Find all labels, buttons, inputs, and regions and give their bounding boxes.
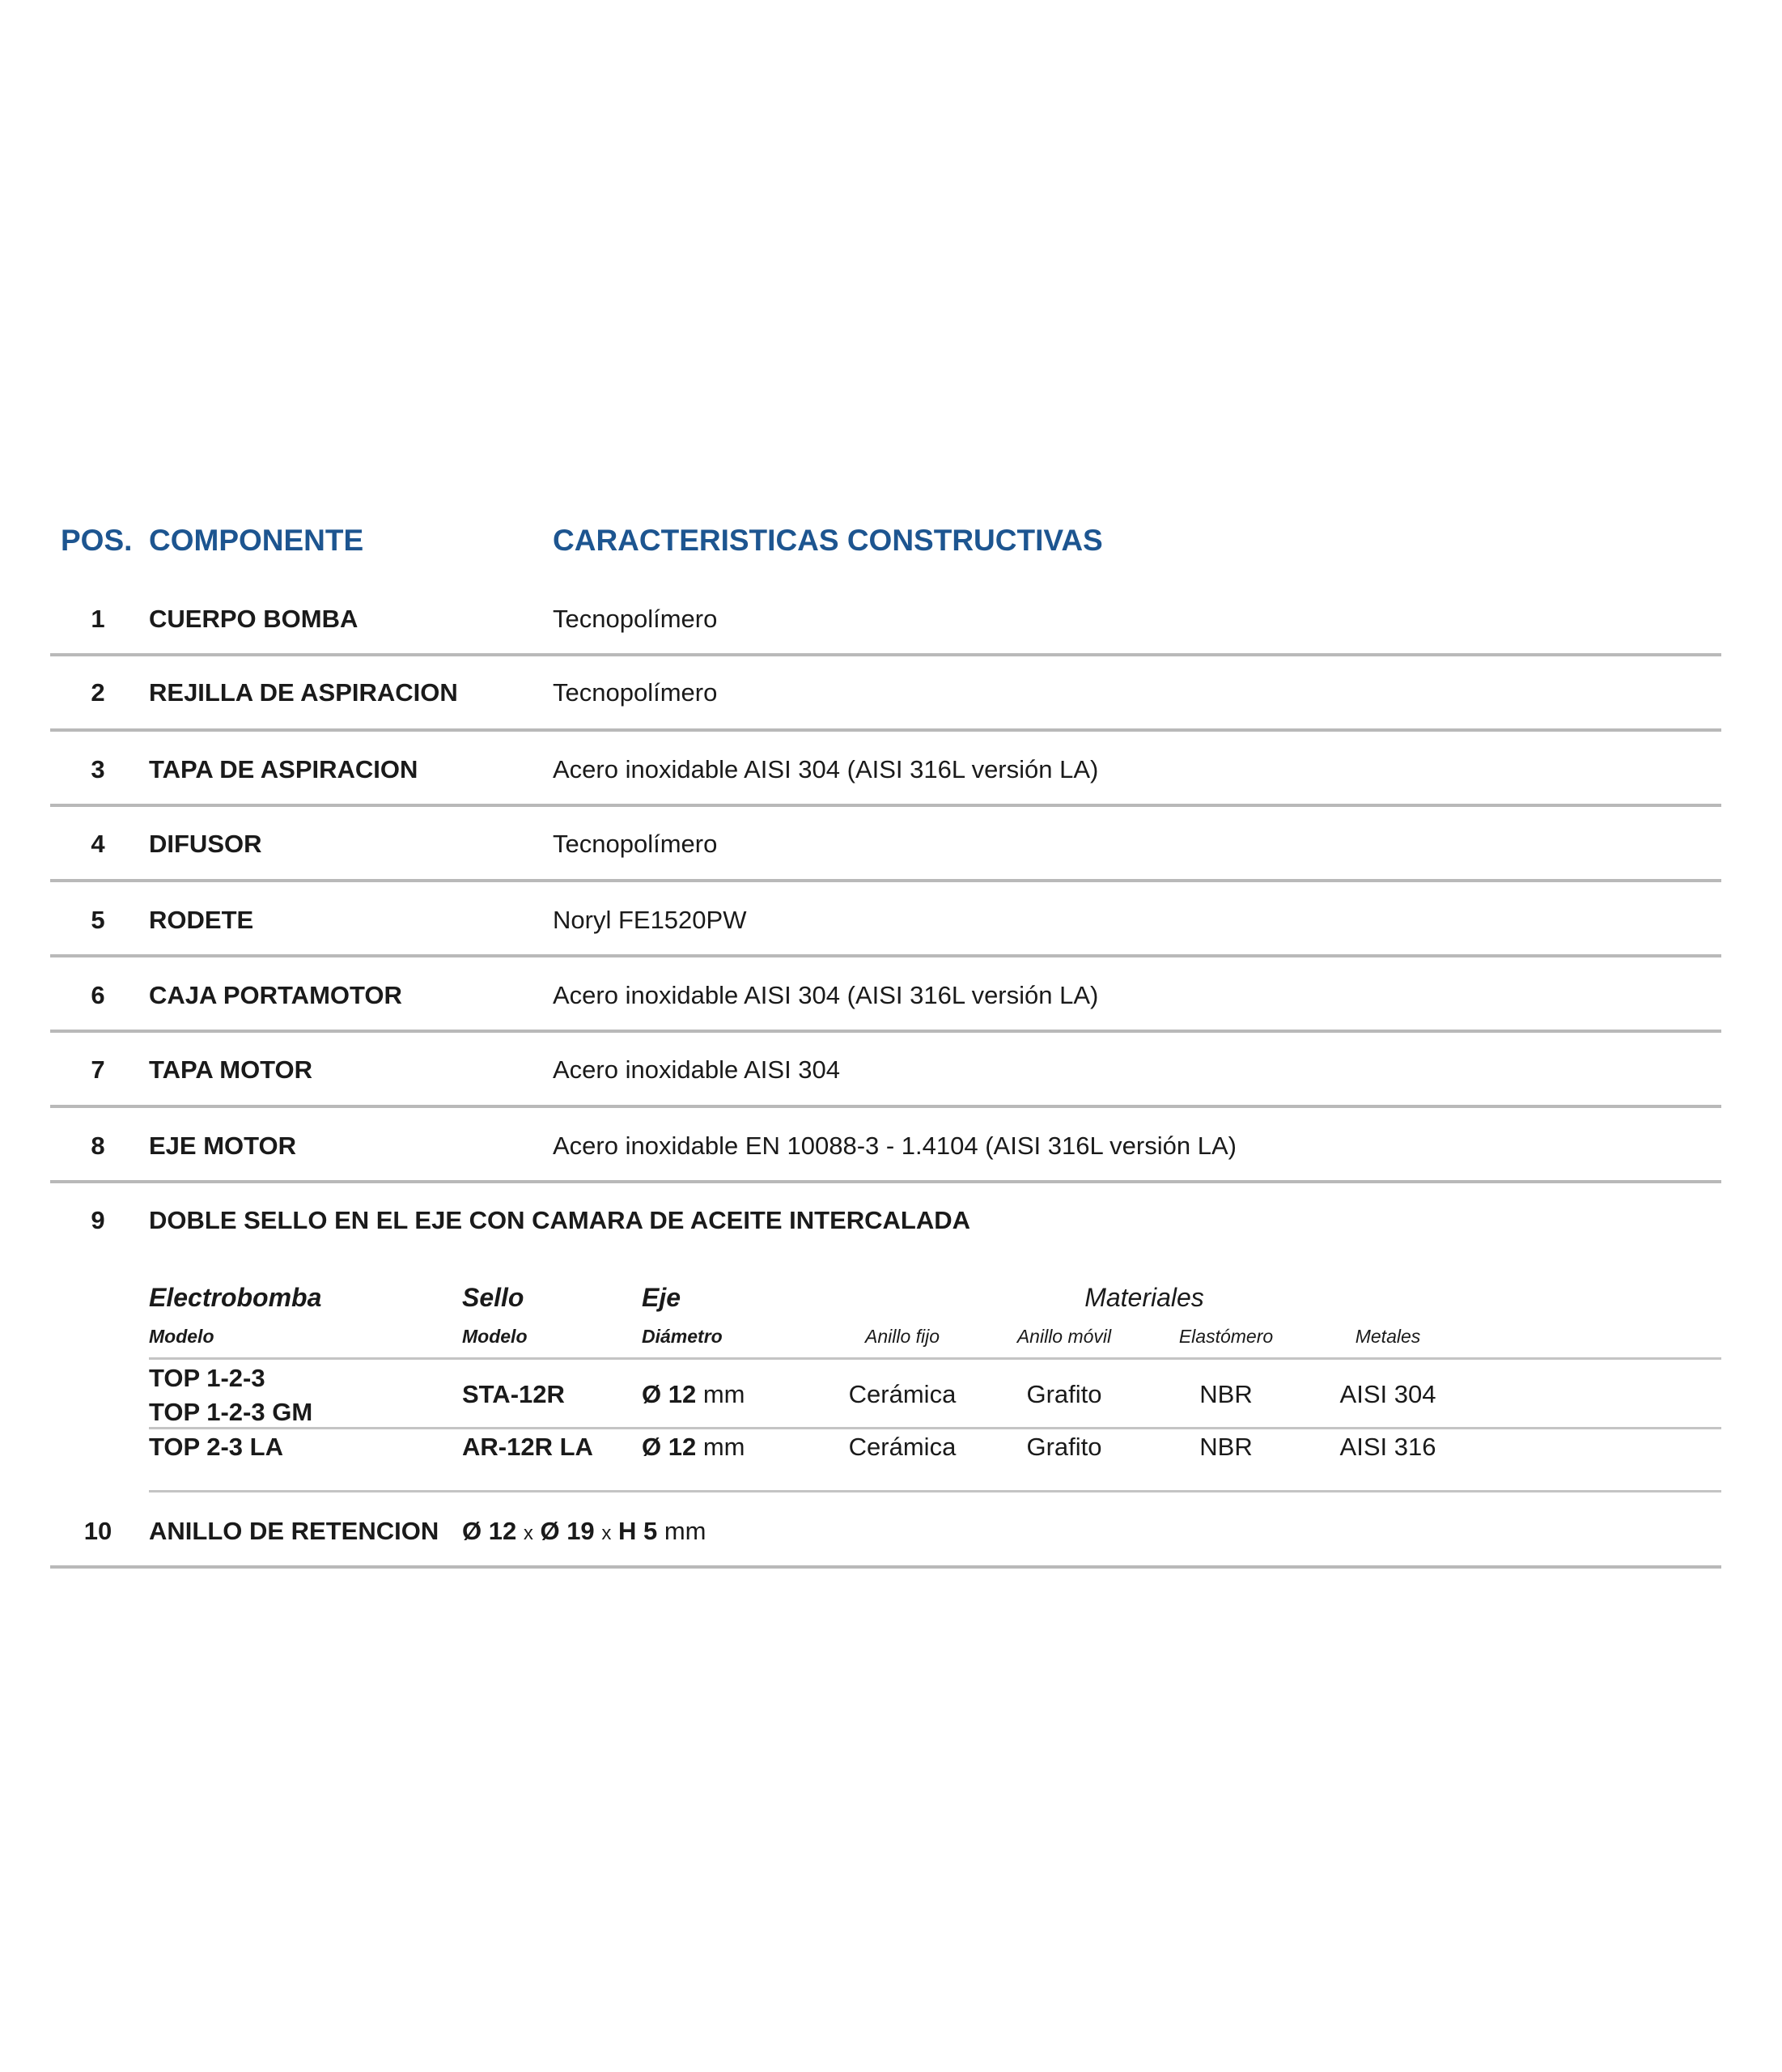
row-divider [50, 1180, 1721, 1183]
subtable-divider [149, 1357, 1721, 1360]
times-sign: x [523, 1522, 533, 1544]
diameter-unit: mm [702, 1380, 745, 1408]
outer-diameter: Ø 19 [540, 1517, 595, 1545]
row-component: CAJA PORTAMOTOR [149, 981, 402, 1009]
diameter-value: Ø 12 [642, 1380, 697, 1408]
row-pos: 7 [91, 1055, 105, 1084]
row-pos: 1 [91, 605, 105, 633]
row-material: Acero inoxidable AISI 304 (AISI 316L versión LA) [553, 755, 1099, 783]
anillo-fijo-value: Cerámica [848, 1380, 957, 1408]
subheader-electrobomba: Electrobomba [149, 1283, 322, 1312]
subheader-elastomero: Elastómero [1178, 1326, 1274, 1347]
row-material: Acero inoxidable AISI 304 (AISI 316L versión LA) [553, 981, 1099, 1009]
row-divider [50, 879, 1721, 882]
header-caracteristicas: CARACTERISTICAS CONSTRUCTIVAS [553, 524, 1103, 557]
subheader-eje: Eje [642, 1283, 681, 1312]
anillo-movil-value: Grafito [1026, 1380, 1102, 1408]
elastomero-value: NBR [1199, 1380, 1253, 1408]
subheader-sello: Sello [462, 1283, 524, 1312]
subtable-divider [149, 1427, 1721, 1429]
subtable-divider [149, 1490, 1721, 1492]
subheader-metales: Metales [1355, 1326, 1421, 1347]
row-divider [50, 1565, 1721, 1569]
subheader-materiales: Materiales [1084, 1283, 1204, 1312]
subheader-anillo-movil: Anillo móvil [1016, 1326, 1112, 1347]
row-pos: 2 [91, 678, 105, 707]
row-component: TAPA DE ASPIRACION [149, 755, 418, 783]
model-name: TOP 1-2-3 GM [149, 1398, 313, 1426]
row-material: Tecnopolímero [553, 678, 718, 707]
row-divider [50, 1030, 1721, 1033]
header-componente: COMPONENTE [149, 524, 364, 557]
retention-ring-dimensions [462, 1517, 706, 1546]
unit: mm [664, 1517, 706, 1545]
elastomero-value: NBR [1199, 1433, 1253, 1461]
shaft-diameter [642, 1380, 745, 1409]
row-material: Tecnopolímero [553, 605, 718, 633]
diameter-unit: mm [702, 1433, 745, 1461]
row-component: DOBLE SELLO EN EL EJE CON CAMARA DE ACEITE INTERCALADA [149, 1206, 971, 1234]
row-material: Tecnopolímero [553, 830, 718, 858]
diameter-value: Ø 12 [642, 1433, 697, 1461]
row-divider [50, 954, 1721, 957]
header-pos: POS. [61, 524, 133, 557]
row-component: REJILLA DE ASPIRACION [149, 678, 458, 707]
row-pos: 6 [91, 981, 105, 1009]
subheader-modelo: Modelo [149, 1326, 214, 1347]
subheader-sello-modelo: Modelo [462, 1326, 528, 1347]
row-component: DIFUSOR [149, 830, 262, 858]
subheader-diametro: Diámetro [642, 1326, 723, 1347]
height: H 5 [617, 1517, 658, 1545]
row-divider [50, 1105, 1721, 1108]
subheader-anillo-fijo: Anillo fijo [864, 1326, 940, 1347]
row-pos: 8 [91, 1132, 105, 1160]
row-component: EJE MOTOR [149, 1132, 297, 1160]
metales-value: AISI 316 [1339, 1433, 1436, 1461]
row-pos: 4 [91, 830, 105, 858]
times-sign: x [601, 1522, 612, 1544]
row-pos: 3 [91, 755, 105, 783]
row-pos: 10 [83, 1517, 112, 1545]
shaft-diameter [642, 1433, 745, 1462]
anillo-movil-value: Grafito [1026, 1433, 1102, 1461]
row-component: RODETE [149, 906, 254, 934]
row-component: ANILLO DE RETENCION [149, 1517, 439, 1545]
row-divider [50, 728, 1721, 732]
row-component: TAPA MOTOR [149, 1055, 313, 1084]
row-divider [50, 804, 1721, 807]
row-component: CUERPO BOMBA [149, 605, 359, 633]
anillo-fijo-value: Cerámica [848, 1433, 957, 1461]
inner-diameter: Ø 12 [462, 1517, 517, 1545]
row-material: Acero inoxidable EN 10088-3 - 1.4104 (AISI 316L versión LA) [553, 1132, 1237, 1160]
row-divider [50, 653, 1721, 656]
seal-model: STA-12R [462, 1380, 565, 1408]
row-material: Acero inoxidable AISI 304 [553, 1055, 841, 1084]
row-material: Noryl FE1520PW [553, 906, 747, 934]
model-name: TOP 1-2-3 [149, 1364, 265, 1392]
row-pos: 5 [91, 906, 105, 934]
seal-model: AR-12R LA [462, 1433, 593, 1461]
model-name: TOP 2-3 LA [149, 1433, 283, 1461]
metales-value: AISI 304 [1339, 1380, 1436, 1408]
row-pos: 9 [91, 1206, 105, 1234]
